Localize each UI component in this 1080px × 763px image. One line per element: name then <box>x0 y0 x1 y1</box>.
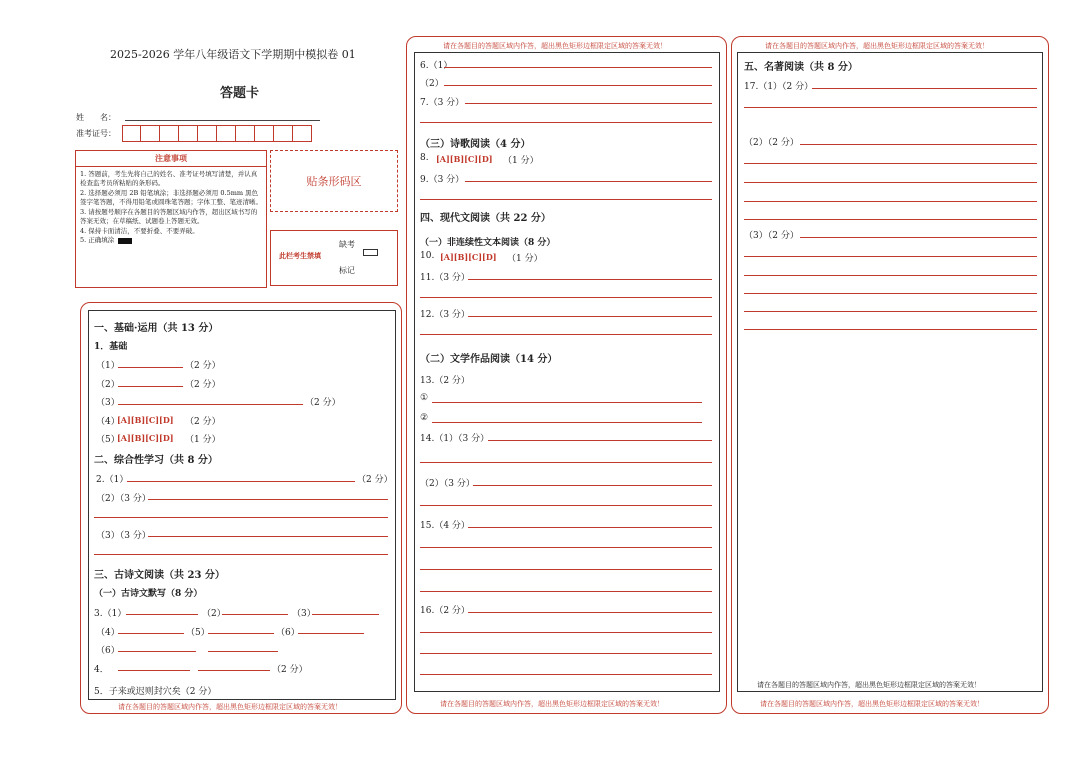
notice-item: 1. 答题前，考生先将自己的姓名、准考证号填写清楚，并认真检查监考员所粘贴的条形码。 <box>80 170 258 188</box>
answer-line[interactable] <box>420 122 712 123</box>
label-text: 一、基础·运用（共 13 分） <box>94 323 219 334</box>
label-text: 10. <box>420 251 435 261</box>
answer-line[interactable] <box>744 311 1037 312</box>
label-text: （2） <box>202 609 226 619</box>
answer-line[interactable] <box>744 329 1037 330</box>
answer-line[interactable] <box>118 633 184 634</box>
label-text: （2） <box>420 79 444 89</box>
name-label: 姓 名： <box>76 113 116 122</box>
answer-line[interactable] <box>312 614 379 615</box>
answer-line[interactable] <box>222 614 288 615</box>
label-text: 三、古诗文阅读（共 23 分） <box>94 570 225 581</box>
label-text: （6） <box>276 628 300 638</box>
label-text: （1 分） <box>185 435 221 445</box>
answer-line[interactable] <box>420 334 712 335</box>
label-text: [A][B][C][D] <box>117 433 174 443</box>
label-text: （2 分） <box>272 665 308 675</box>
answer-line[interactable] <box>420 297 712 298</box>
answer-line[interactable] <box>420 591 712 592</box>
answer-line[interactable] <box>432 422 702 423</box>
answer-line[interactable] <box>744 275 1037 276</box>
notice-item: 2. 选择题必须用 2B 铅笔填涂；非选择题必须用 0.5mm 黑色签字笔答题，不得用铅笔或圆珠笔答题；字体工整、笔迹清晰。 <box>80 188 262 207</box>
answer-line[interactable] <box>468 316 712 317</box>
label-text: [A][B][C][D] <box>436 154 493 164</box>
label-text: （3）（2 分） <box>744 231 799 241</box>
answer-line[interactable] <box>744 163 1037 164</box>
answer-line[interactable] <box>744 107 1037 108</box>
label-text: （2）（2 分） <box>744 138 799 148</box>
answer-line[interactable] <box>444 85 712 86</box>
absent-checkbox[interactable] <box>363 249 378 256</box>
label-text: （2 分） <box>305 398 341 408</box>
label-text: （1） <box>96 361 120 371</box>
answer-line[interactable] <box>118 404 303 405</box>
label-text: [A][B][C][D] <box>117 415 174 425</box>
answer-line[interactable] <box>94 554 388 555</box>
answer-line[interactable] <box>744 219 1037 220</box>
label-text: 四、现代文阅读（共 22 分） <box>420 213 551 224</box>
label-text: （2）（3 分） <box>420 479 475 489</box>
label-text: 14.（1）（3 分） <box>420 434 490 444</box>
label-text: （4） <box>96 628 120 638</box>
label-text: （3） <box>96 398 120 408</box>
warn-top-right: 请在各题目的答题区域内作答，超出黑色矩形边框限定区域的答案无效！ <box>765 42 989 50</box>
answer-line[interactable] <box>118 670 190 671</box>
label-text: （1 分） <box>507 254 543 264</box>
label-text: 此栏考生禁填 <box>279 251 321 260</box>
warn-inner-right: 请在各题目的答题区域内作答，超出黑色矩形边框限定区域的答案无效！ <box>757 681 981 689</box>
answer-line[interactable] <box>420 632 712 633</box>
label-text: （2） <box>96 380 120 390</box>
label-text: 五、名著阅读（共 8 分） <box>744 62 858 73</box>
label-text: 7.（3 分） <box>420 98 465 108</box>
answer-line[interactable] <box>488 440 712 441</box>
answer-line[interactable] <box>744 201 1037 202</box>
label-text: （5） <box>96 435 120 445</box>
answer-line[interactable] <box>432 402 702 403</box>
label-text: 5．子来或迟则封穴矣（2 分） <box>94 687 217 697</box>
answer-line[interactable] <box>127 481 355 482</box>
label-text: （3） <box>292 609 316 619</box>
warn-bottom-left: 请在各题目的答题区域内作答，超出黑色矩形边框限定区域的答案无效！ <box>118 703 342 711</box>
notice-box <box>75 150 267 288</box>
label-text: （一）古诗文默写（8 分） <box>94 589 203 599</box>
answer-line[interactable] <box>198 670 270 671</box>
label-text: （2）（3 分） <box>96 494 151 504</box>
id-label: 准考证号： <box>76 129 116 138</box>
answer-line[interactable] <box>118 386 183 387</box>
answer-line[interactable] <box>468 279 712 280</box>
label-text: （2 分） <box>185 361 221 371</box>
answer-line[interactable] <box>298 633 364 634</box>
answer-line[interactable] <box>465 181 712 182</box>
label-text: （3）（3 分） <box>96 531 151 541</box>
label-text: 16.（2 分） <box>420 606 470 616</box>
left-inner <box>88 310 396 700</box>
answer-line[interactable] <box>420 505 712 506</box>
label-text: 17.（1）（2 分） <box>744 82 814 92</box>
label-text: （4） <box>96 417 120 427</box>
answer-line[interactable] <box>744 256 1037 257</box>
label-text: （6） <box>96 646 120 656</box>
answer-line[interactable] <box>208 651 278 652</box>
label-text: 12.（3 分） <box>420 310 470 320</box>
answer-line[interactable] <box>744 182 1037 183</box>
notice-title: 注意事项 <box>76 151 266 167</box>
page-title: 2025-2026 学年八年级语文下学期期中模拟卷 01 <box>110 48 356 61</box>
filled-sample <box>118 238 132 244</box>
answer-line[interactable] <box>473 485 712 486</box>
label-text: 缺考 <box>339 240 355 249</box>
answer-line[interactable] <box>420 547 712 548</box>
label-text: 9.（3 分） <box>420 175 465 185</box>
label-text: 15.（4 分） <box>420 521 470 531</box>
label-text: [A][B][C][D] <box>440 252 497 262</box>
label-text: （2 分） <box>185 417 221 427</box>
answer-line[interactable] <box>94 517 388 518</box>
label-text: （2 分） <box>357 475 393 485</box>
answer-line[interactable] <box>208 633 274 634</box>
label-text: （一）非连续性文本阅读（8 分） <box>420 238 556 248</box>
answer-line[interactable] <box>800 144 1037 145</box>
notice-item: 4. 保持卡面清洁，不要折叠、不要弄破。 <box>80 226 199 235</box>
right-inner <box>737 52 1043 692</box>
label-text: （5） <box>186 628 210 638</box>
label-text: ② <box>420 413 429 423</box>
label-text: （三）诗歌阅读（4 分） <box>420 139 531 150</box>
answer-line[interactable] <box>420 674 712 675</box>
label-text: 1．基础 <box>94 342 128 352</box>
notice-item: 3. 请按题号顺序在各题目的答题区域内作答，超出区域书写的答案无效；在草稿纸、试题卷上答题无效。 <box>80 207 258 226</box>
answer-line[interactable] <box>148 499 388 500</box>
answer-line[interactable] <box>420 199 712 200</box>
label-text: 6.（1） <box>420 61 453 71</box>
answer-line[interactable] <box>118 367 183 368</box>
label-text: 标记 <box>339 266 355 275</box>
label-text: 二、综合性学习（共 8 分） <box>94 455 218 466</box>
answer-line[interactable] <box>118 651 196 652</box>
label-text: 13.（2 分） <box>420 376 470 386</box>
label-text: ① <box>420 393 429 403</box>
label-text: （二）文学作品阅读（14 分） <box>420 354 558 365</box>
label-text: （2 分） <box>185 380 221 390</box>
absent-box <box>270 230 398 286</box>
id-boxes[interactable] <box>122 125 312 142</box>
answer-line[interactable] <box>468 527 712 528</box>
label-text: 2.（1） <box>96 475 129 485</box>
answer-line[interactable] <box>800 237 1037 238</box>
warn-bottom-right: 请在各题目的答题区域内作答，超出黑色矩形边框限定区域的答案无效！ <box>760 700 984 708</box>
notice-item: 5. 正确填涂 <box>80 236 262 245</box>
label-text: 4． <box>94 665 109 675</box>
answer-line[interactable] <box>744 293 1037 294</box>
answer-line[interactable] <box>420 569 712 570</box>
name-field[interactable] <box>125 120 320 121</box>
barcode-area: 贴条形码区 <box>270 150 398 212</box>
answer-line[interactable] <box>465 103 712 104</box>
label-text: 8. <box>420 153 429 163</box>
answer-line[interactable] <box>468 612 712 613</box>
card-title: 答题卡 <box>220 86 260 101</box>
label-text: 3.（1） <box>94 609 127 619</box>
answer-line[interactable] <box>420 462 712 463</box>
label-text: （1 分） <box>503 156 539 166</box>
answer-line[interactable] <box>126 614 198 615</box>
label-text: 11.（3 分） <box>420 273 470 283</box>
answer-line[interactable] <box>812 88 1037 89</box>
warn-top-middle: 请在各题目的答题区域内作答，超出黑色矩形边框限定区域的答案无效！ <box>443 42 667 50</box>
answer-line[interactable] <box>420 653 712 654</box>
answer-line[interactable] <box>148 536 388 537</box>
answer-line[interactable] <box>444 67 712 68</box>
warn-bottom-middle: 请在各题目的答题区域内作答，超出黑色矩形边框限定区域的答案无效！ <box>440 700 664 708</box>
